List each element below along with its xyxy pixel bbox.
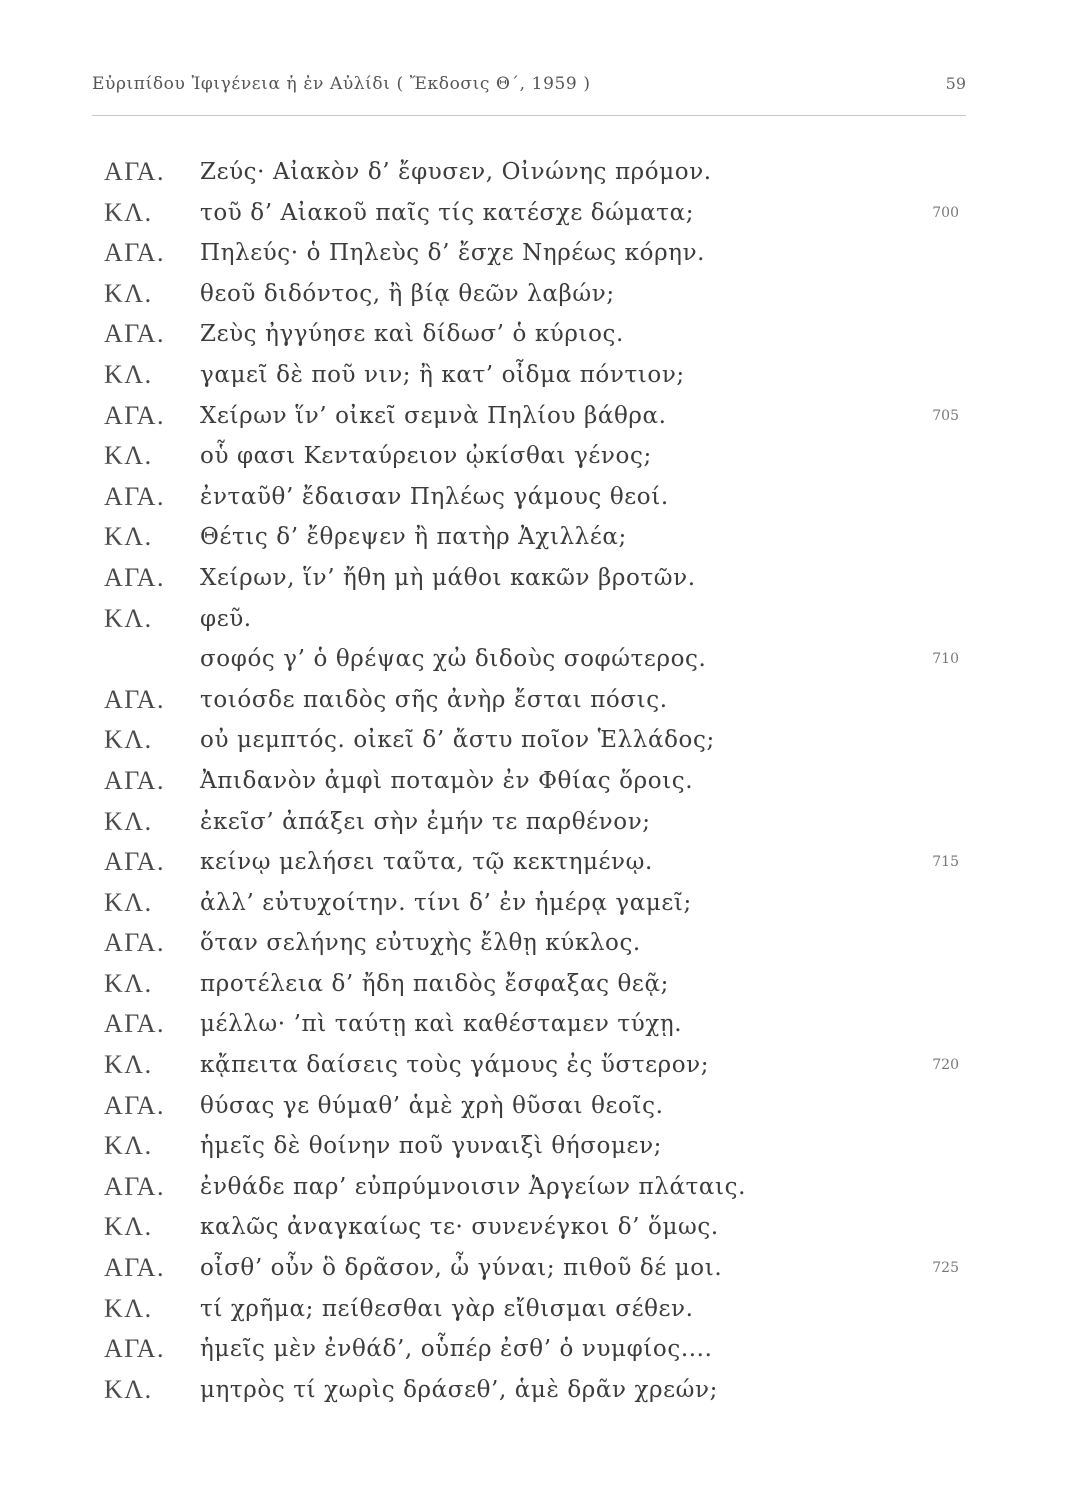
verse-line [0, 1248, 1071, 1289]
verse-text: ὅταν σελήνης εὐτυχὴς ἔλθῃ κύκλος. [200, 930, 641, 957]
speaker-label: ΑΓΑ. [104, 1171, 166, 1201]
verse-line [0, 1167, 1071, 1208]
verse-line [0, 355, 1071, 396]
header-rule [92, 115, 966, 116]
verse-line [0, 274, 1071, 315]
speaker-label: ΚΛ. [104, 441, 153, 471]
speaker-label: ΑΓΑ. [104, 562, 166, 592]
verse-text: Ζεὺς ἠγγύησε καὶ δίδωσ’ ὁ κύριος. [200, 321, 624, 348]
verse-text: κᾄπειτα δαίσεις τοὺς γάμους ἐς ὕστερον; [200, 1052, 710, 1079]
verse-line [0, 599, 1071, 640]
verse-line [0, 802, 1071, 843]
line-number: 725 [932, 1260, 959, 1277]
running-title: Εὐριπίδου Ἰφιγένεια ἡ ἐν Αὐλίδι ( Ἔκδοσις Θ΄, 1959 ) [92, 74, 591, 94]
speaker-label: ΚΛ. [104, 1374, 153, 1404]
verse-text: Χείρων ἵν’ οἰκεῖ σεμνὰ Πηλίου βάθρα. [200, 402, 667, 429]
verse-text: προτέλεια δ’ ἤδη παιδὸς ἔσφαξας θεᾷ; [200, 970, 669, 997]
verse-text: ἡμεῖς δὲ θοίνην ποῦ γυναιξὶ θήσομεν; [200, 1133, 663, 1160]
verse-line [0, 639, 1071, 680]
speaker-label: ΚΛ. [104, 603, 153, 633]
speaker-label: ΑΓΑ. [104, 765, 166, 795]
verse-text: σοφός γ’ ὁ θρέψας χὠ διδοὺς σοφώτερος. [200, 646, 707, 673]
speaker-label: ΑΓΑ. [104, 1090, 166, 1120]
speaker-label: ΑΓΑ. [104, 1009, 166, 1039]
speaker-label: ΚΛ. [104, 522, 153, 552]
verse-text: τοῦ δ’ Αἰακοῦ παῖς τίς κατέσχε δώματα; [200, 199, 695, 226]
verse-text: Ἀπιδανὸν ἀμφὶ ποταμὸν ἐν Φθίας ὅροις. [200, 767, 694, 794]
verse-line [0, 1289, 1071, 1330]
verse-text: οὗ φασι Κενταύρειον ᾠκίσθαι γένος; [200, 443, 652, 470]
verse-text: Ζεύς· Αἰακὸν δ’ ἔφυσεν, Οἰνώνης πρόμον. [200, 159, 712, 185]
verse-line [0, 436, 1071, 477]
verse-lines [0, 152, 1071, 1410]
speaker-label: ΑΓΑ. [104, 1334, 166, 1364]
verse-text: μέλλω· ’πὶ ταύτῃ καὶ καθέσταμεν τύχῃ. [200, 1011, 683, 1038]
verse-text: ἡμεῖς μὲν ἐνθάδ’, οὗπέρ ἐσθ’ ὁ νυμφίος.... [200, 1336, 713, 1363]
verse-line [0, 314, 1071, 355]
verse-text: οἶσθ’ οὖν ὃ δρᾶσον, ὦ γύναι; πιθοῦ δέ μοι. [200, 1255, 723, 1282]
verse-text: Χείρων, ἵν’ ἤθη μὴ μάθοι κακῶν βροτῶν. [200, 564, 696, 591]
verse-line [0, 842, 1071, 883]
page-number: 59 [945, 74, 966, 93]
line-number: 720 [932, 1057, 959, 1074]
speaker-label: ΑΓΑ. [104, 319, 166, 349]
speaker-label: ΑΓΑ. [104, 238, 166, 268]
speaker-label: ΑΓΑ. [104, 684, 166, 714]
verse-line [0, 1329, 1071, 1370]
verse-line [0, 477, 1071, 518]
verse-line [0, 193, 1071, 234]
verse-text: Θέτις δ’ ἔθρεψεν ἢ πατὴρ Ἀχιλλέα; [200, 524, 627, 551]
speaker-label: ΚΛ. [104, 968, 153, 998]
verse-text: ἀλλ’ εὐτυχοίτην. τίνι δ’ ἐν ἡμέρᾳ γαμεῖ; [200, 889, 692, 916]
verse-line [0, 1086, 1071, 1127]
line-number: 715 [932, 854, 959, 871]
verse-line [0, 680, 1071, 721]
speaker-label: ΚΛ. [104, 278, 153, 308]
verse-text: μητρὸς τί χωρὶς δράσεθ’, ἁμὲ δρᾶν χρεών; [200, 1376, 718, 1403]
speaker-label: ΚΛ. [104, 197, 153, 227]
speaker-label: ΚΛ. [104, 887, 153, 917]
verse-text: γαμεῖ δὲ ποῦ νιν; ἢ κατ’ οἶδμα πόντιον; [200, 361, 685, 388]
verse-line [0, 720, 1071, 761]
verse-text: οὐ μεμπτός. οἰκεῖ δ’ ἄστυ ποῖον Ἑλλάδος; [200, 727, 715, 754]
verse-text: θεοῦ διδόντος, ἢ βίᾳ θεῶν λαβών; [200, 280, 615, 307]
verse-line [0, 1370, 1071, 1411]
verse-line [0, 1126, 1071, 1167]
speaker-label: ΑΓΑ. [104, 157, 166, 186]
verse-line [0, 152, 1071, 193]
verse-line [0, 517, 1071, 558]
line-number: 705 [932, 407, 959, 424]
verse-line [0, 923, 1071, 964]
verse-text: κείνῳ μελήσει ταῦτα, τῷ κεκτημένῳ. [200, 849, 653, 876]
verse-line [0, 761, 1071, 802]
verse-text: ἐνταῦθ’ ἔδαισαν Πηλέως γάμους θεοί. [200, 483, 669, 510]
verse-text: ἐνθάδε παρ’ εὐπρύμνοισιν Ἀργείων πλάταις. [200, 1173, 747, 1200]
speaker-label: ΚΛ. [104, 1293, 153, 1323]
speaker-label: ΑΓΑ. [104, 400, 166, 430]
speaker-label: ΚΛ. [104, 1212, 153, 1242]
running-head [92, 74, 966, 104]
speaker-label: ΚΛ. [104, 725, 153, 755]
speaker-label: ΚΛ. [104, 1050, 153, 1080]
speaker-label: ΚΛ. [104, 359, 153, 389]
speaker-label: ΑΓΑ. [104, 928, 166, 958]
line-number: 710 [932, 651, 959, 668]
verse-text: ἐκεῖσ’ ἀπάξει σὴν ἐμήν τε παρθένον; [200, 808, 651, 835]
verse-text: τοιόσδε παιδὸς σῆς ἀνὴρ ἔσται πόσις. [200, 686, 668, 713]
verse-line [0, 558, 1071, 599]
verse-line [0, 1045, 1071, 1086]
speaker-label: ΚΛ. [104, 806, 153, 836]
verse-text: Πηλεύς· ὁ Πηλεὺς δ’ ἔσχε Νηρέως κόρην. [200, 240, 706, 267]
verse-line [0, 1207, 1071, 1248]
verse-text: τί χρῆμα; πείθεσθαι γὰρ εἴθισμαι σέθεν. [200, 1295, 694, 1322]
verse-line [0, 883, 1071, 924]
verse-line [0, 233, 1071, 274]
speaker-label: ΑΓΑ. [104, 1253, 166, 1283]
speaker-label: ΚΛ. [104, 1131, 153, 1161]
speaker-label: ΑΓΑ. [104, 481, 166, 511]
verse-line [0, 964, 1071, 1005]
line-number: 700 [932, 204, 959, 221]
verse-text: καλῶς ἀναγκαίως τε· συνενέγκοι δ’ ὅμως. [200, 1214, 719, 1241]
verse-line [0, 396, 1071, 437]
verse-line [0, 1004, 1071, 1045]
speaker-label: ΑΓΑ. [104, 847, 166, 877]
verse-text: θύσας γε θύμαθ’ ἁμὲ χρὴ θῦσαι θεοῖς. [200, 1092, 664, 1119]
verse-text: φεῦ. [200, 605, 252, 632]
